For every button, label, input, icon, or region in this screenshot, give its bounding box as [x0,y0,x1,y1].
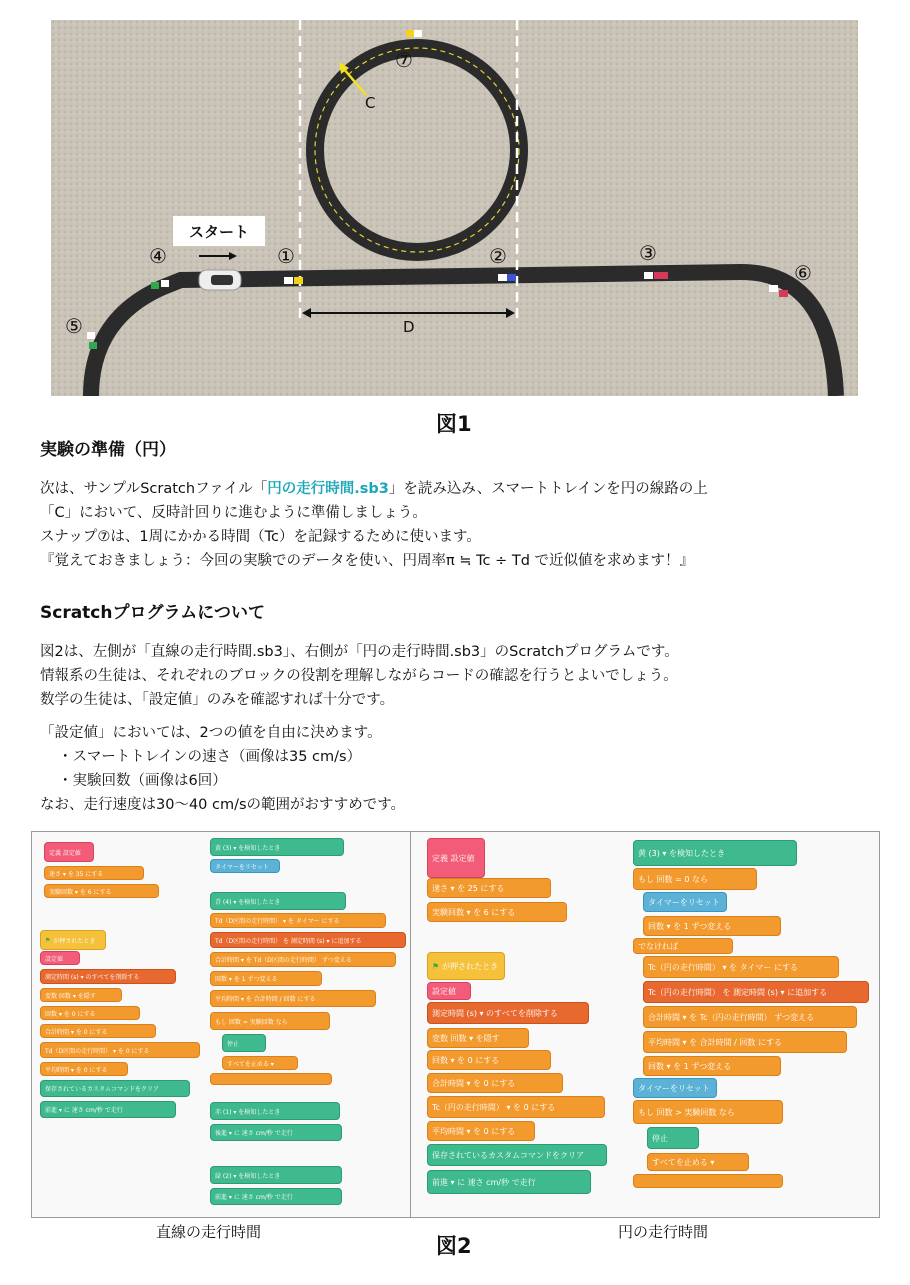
add-td-block: Td（D区間の走行時間） を 測定時間 (s) ▾ に追加する [210,932,406,948]
add-tc-block: Tc（円の走行時間） を 測定時間 (s) ▾ に追加する [643,981,869,1003]
timer-reset-block: タイマーをリセット [643,892,727,912]
clear-list-block: 測定時間 (s) ▾ のすべてを削除する [427,1002,589,1024]
section2-body: 図2は、左側が「直線の走行時間.sb3」、右側が「円の走行時間.sb3」のScratchプログラムです。 情報系の生徒は、それぞれのブロックの役割を理解しながらコードの確認を行うとよいでしょう。 数学の生徒は、「設定値」のみを確認すれば十分です。 [40,644,679,708]
start-label: スタート [188,223,250,241]
set-count-block: 実験回数 ▾ を 6 にする [44,884,159,898]
label-d: D [403,318,415,336]
set-speed-block: 速さ ▾ を 35 にする [44,866,144,880]
reset-count-block: 回数 ▾ を 0 にする [427,1050,551,1070]
set-td-block: Td（D区間の走行時間） ▾ を タイマー にする [210,913,386,928]
figure2-caption: 図2 [436,1234,472,1258]
green-detect-hat: 緑 (2) ▾ を検知したとき [210,1166,342,1184]
flag-hat-block: ⚑ が押されたとき [40,930,106,950]
stop-train-block: 停止 [647,1127,699,1149]
point-3: ③ [639,241,657,265]
set-speed-block: 速さ ▾ を 25 にする [427,878,551,898]
reset-tc-block: Tc（円の走行時間） ▾ を 0 にする [427,1096,605,1118]
call-setting-block: 設定値 [40,951,80,965]
if-end [633,1174,783,1188]
yellow-detect-hat: 黄 (3) ▾ を検知したとき [633,840,797,866]
clear-command-block: 保存されているカスタムコマンドをクリア [427,1144,607,1166]
timer-reset-block: タイマーをリセット [210,859,280,873]
forward-block: 前進 ▾ に 速さ cm/秒 で走行 [40,1101,176,1118]
if-end [210,1073,332,1085]
scratch-panel-circle [410,831,880,1218]
section2-settings: 「設定値」においては、2つの値を自由に決めます。 ・スマートトレインの速さ（画像は35 cm/s） ・実験回数（画像は6回） なお、走行速度は30〜40 cm/sの範囲がおすすめです。 [40,725,406,813]
reset-total-block: 合計時間 ▾ を 0 にする [427,1073,563,1093]
change-count-block-2: 回数 ▾ を 1 ずつ変える [643,1056,781,1076]
flag-hat-block: ⚑ が押されたとき [427,952,505,980]
left-panel-label: 直線の走行時間 [156,1223,262,1241]
right-panel-label: 円の走行時間 [618,1223,709,1241]
point-5: ⑤ [65,314,83,338]
define-block: 定義 設定値 [427,838,485,878]
call-setting-block: 設定値 [427,982,471,1000]
point-7: ⑦ [395,48,413,72]
stop-all-block: すべてを止める ▾ [647,1153,749,1171]
point-2: ② [489,244,507,268]
if-block: もし 回数 = 実験回数 なら [210,1012,330,1030]
change-total-block: 合計時間 ▾ を Tc（円の走行時間） ずつ変える [643,1006,857,1028]
section1-heading: 実験の準備（円） [40,440,176,460]
clear-command-block: 保存されているカスタムコマンドをクリア [40,1080,190,1097]
clear-list-block: 測定時間 (s) ▾ のすべてを削除する [40,969,176,984]
stop-all-block: すべてを止める ▾ [222,1056,298,1070]
scratch-panel-straight [31,831,411,1218]
label-c: C [365,94,376,112]
reset-td-block: Td（D区間の走行時間） ▾ を 0 にする [40,1042,200,1058]
section1-body: 次は、サンプルScratchファイル「円の走行時間.sb3」を読み込み、スマートトレインを円の線路の上 「C」において、反時計回りに進むように準備しましょう。 スナップ⑦は、1周にかかる時間（Tc）を記録するために使います。 『覚えておきましょう：今回の実験でのデータを使い、円周率π ≒ Tc ÷ Td で近似値を求めます！』 [40,481,708,569]
reset-count-block: 回数 ▾ を 0 にする [40,1006,140,1020]
backward-block: 後進 ▾ に 速さ cm/秒 で走行 [210,1124,342,1141]
reset-total-block: 合計時間 ▾ を 0 にする [40,1024,156,1038]
change-count-block: 回数 ▾ を 1 ずつ変える [210,971,322,986]
forward-block-2: 前進 ▾ に 速さ cm/秒 で走行 [210,1188,342,1205]
blue-detect-hat: 青 (4) ▾ を検知したとき [210,892,346,910]
hide-var-block: 変数 回数 ▾ を隠す [40,988,122,1002]
if-count-zero: もし 回数 = 0 なら [633,868,757,890]
forward-block: 前進 ▾ に 速さ cm/秒 で走行 [427,1170,591,1194]
set-count-block: 実験回数 ▾ を 6 にする [427,902,567,922]
stop-train-block: 停止 [222,1034,266,1052]
reset-avg-block: 平均時間 ▾ を 0 にする [40,1062,128,1076]
timer-reset-block-2: タイマーをリセット [633,1078,717,1098]
file-name-highlight: 円の走行時間.sb3 [267,481,389,497]
point-4: ④ [149,244,167,268]
set-avg-block: 平均時間 ▾ を 合計時間 / 回数 にする [210,990,376,1007]
change-count-block: 回数 ▾ を 1 ずつ変える [643,916,781,936]
point-1: ① [277,244,295,268]
section2-heading: Scratchプログラムについて [40,603,265,623]
else-block: でなければ [633,938,733,954]
flag-icon: ⚑ [432,961,440,971]
set-avg-block: 平均時間 ▾ を 合計時間 / 回数 にする [643,1031,847,1053]
yellow-detect-hat: 黄 (3) ▾ を検知したとき [210,838,344,856]
figure1-caption: 図1 [436,412,472,436]
point-6: ⑥ [794,261,812,285]
set-tc-block: Tc（円の走行時間） ▾ を タイマー にする [643,956,839,978]
define-block: 定義 設定値 [44,842,94,862]
red-detect-hat: 赤 (1) ▾ を検知したとき [210,1102,340,1120]
if-count-greater: もし 回数 > 実験回数 なら [633,1100,783,1124]
track-photo [51,20,858,396]
reset-avg-block: 平均時間 ▾ を 0 にする [427,1121,535,1141]
hide-var-block: 変数 回数 ▾ を隠す [427,1028,529,1048]
flag-icon: ⚑ [45,936,51,944]
change-total-block: 合計時間 ▾ を Td（D区間の走行時間） ずつ変える [210,952,396,967]
